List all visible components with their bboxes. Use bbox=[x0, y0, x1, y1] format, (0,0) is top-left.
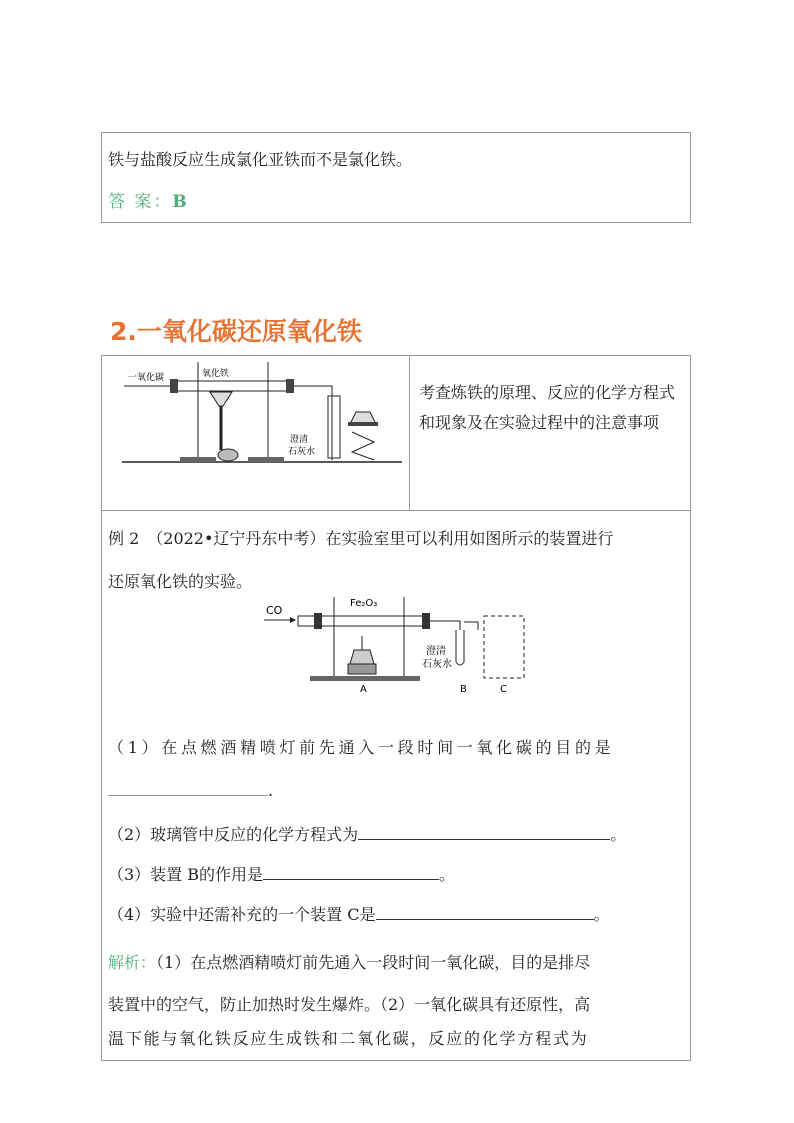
table-col-divider bbox=[409, 355, 410, 510]
lime-water-label-1b: 石灰水 bbox=[288, 447, 316, 457]
question-1-blank: . bbox=[108, 779, 273, 802]
answer-blank-3[interactable] bbox=[263, 863, 439, 880]
question-1: （1）在点燃酒精喷灯前先通入一段时间一氧化碳的目的是 bbox=[108, 738, 615, 757]
co-label-2: CO bbox=[266, 604, 283, 617]
question-4: （4）实验中还需补充的一个装置 C是 。 bbox=[108, 905, 610, 924]
example-line-2: 还原氧化铁的实验。 bbox=[108, 572, 253, 591]
analysis-line-3: 温下能与氧化铁反应生成铁和二氧化碳，反应的化学方程式为 bbox=[108, 1029, 589, 1048]
label-b: B bbox=[460, 684, 467, 695]
section-title: 2.一氧化碳还原氧化铁 bbox=[110, 317, 362, 346]
answer-label: 答 案： bbox=[108, 192, 173, 212]
analysis-line-2: 装置中的空气，防止加热时发生爆炸。（2）一氧化碳具有还原性，高 bbox=[108, 995, 591, 1014]
answer-blank-4[interactable] bbox=[376, 903, 594, 920]
label-c: C bbox=[500, 684, 507, 695]
question-3: （3）装置 B的作用是 。 bbox=[108, 865, 456, 884]
co-label-1: 一氧化碳 bbox=[128, 373, 165, 383]
apparatus-diagram-1 bbox=[120, 362, 405, 470]
lime-water-label-2a: 澄清 bbox=[426, 646, 446, 657]
example-line-1: 例 2 （2022•辽宁丹东中考）在实验室里可以利用如图所示的装置进行 bbox=[108, 529, 614, 548]
apparatus-diagram-2 bbox=[262, 592, 532, 697]
summary-text: 考查炼铁的原理、反应的化学方程式和现象及在实验过程中的注意事项 bbox=[419, 383, 676, 432]
answer-blank-1[interactable] bbox=[108, 779, 268, 796]
label-a: A bbox=[360, 684, 367, 695]
explanation-text: 铁与盐酸反应生成氯化亚铁而不是氯化铁。 bbox=[108, 150, 413, 169]
fe2o3-label: Fe₂O₃ bbox=[350, 598, 378, 609]
analysis-line-1: 解析：（1）在点燃酒精喷灯前先通入一段时间一氧化碳，目的是排尽 bbox=[108, 953, 591, 972]
lime-water-label-1a: 澄清 bbox=[290, 435, 309, 445]
answer-value: B bbox=[172, 192, 187, 212]
question-2: （2）玻璃管中反应的化学方程式为 。 bbox=[108, 825, 627, 844]
answer-blank-2[interactable] bbox=[358, 823, 610, 840]
lime-water-label-2b: 石灰水 bbox=[422, 659, 452, 670]
table-row-divider bbox=[101, 510, 691, 511]
analysis-label: 解析： bbox=[108, 953, 157, 972]
fe-oxide-label-1: 氧化铁 bbox=[202, 369, 230, 379]
answer-box bbox=[101, 132, 691, 223]
answer-line bbox=[108, 192, 187, 212]
